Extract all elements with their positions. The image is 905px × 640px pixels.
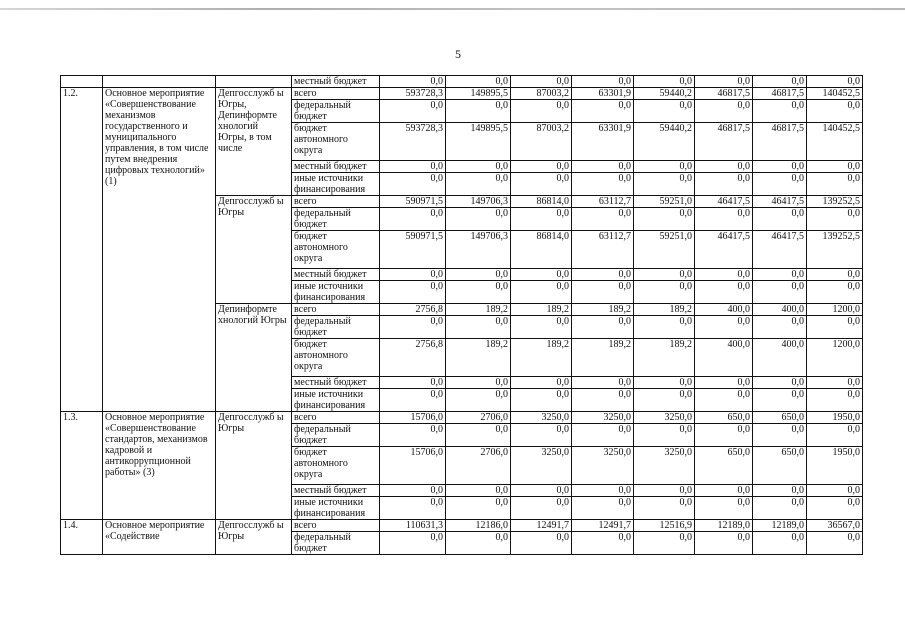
value-cell: 0,0 xyxy=(446,161,511,173)
value-cell: 0,0 xyxy=(380,424,446,447)
table-row xyxy=(61,412,863,424)
value-cell: 46417,5 xyxy=(695,196,753,208)
value-cell: 0,0 xyxy=(446,100,511,123)
value-cell: 400,0 xyxy=(695,339,753,377)
funding-source: всего xyxy=(292,520,380,532)
value-cell: 189,2 xyxy=(634,339,695,377)
value-cell: 0,0 xyxy=(807,316,863,339)
value-cell: 0,0 xyxy=(807,377,863,389)
funding-source: федеральный бюджет xyxy=(292,532,380,555)
value-cell: 0,0 xyxy=(572,377,634,389)
executor-cell xyxy=(216,76,292,88)
value-cell: 0,0 xyxy=(753,316,807,339)
value-cell: 0,0 xyxy=(446,316,511,339)
value-cell: 12186,0 xyxy=(446,520,511,532)
value-cell: 86814,0 xyxy=(511,196,572,208)
value-cell: 0,0 xyxy=(634,485,695,497)
value-cell: 3250,0 xyxy=(572,447,634,485)
value-cell: 0,0 xyxy=(753,377,807,389)
funding-source: иные источники финансирования xyxy=(292,389,380,412)
value-cell: 0,0 xyxy=(511,389,572,412)
value-cell: 650,0 xyxy=(753,412,807,424)
value-cell: 0,0 xyxy=(446,532,511,555)
value-cell: 0,0 xyxy=(753,532,807,555)
value-cell: 59251,0 xyxy=(634,196,695,208)
value-cell: 1950,0 xyxy=(807,412,863,424)
value-cell: 110631,3 xyxy=(380,520,446,532)
value-cell: 0,0 xyxy=(695,377,753,389)
funding-source: иные источники финансирования xyxy=(292,173,380,196)
value-cell: 0,0 xyxy=(807,100,863,123)
value-cell: 400,0 xyxy=(753,339,807,377)
value-cell: 0,0 xyxy=(634,208,695,231)
value-cell: 0,0 xyxy=(807,485,863,497)
value-cell: 149706,3 xyxy=(446,196,511,208)
value-cell: 2756,8 xyxy=(380,339,446,377)
value-cell: 0,0 xyxy=(634,76,695,88)
funding-source: бюджет автономного округа xyxy=(292,231,380,269)
value-cell: 3250,0 xyxy=(572,412,634,424)
value-cell: 0,0 xyxy=(634,389,695,412)
value-cell: 0,0 xyxy=(807,173,863,196)
value-cell: 3250,0 xyxy=(511,412,572,424)
value-cell: 0,0 xyxy=(753,485,807,497)
value-cell: 0,0 xyxy=(380,208,446,231)
value-cell: 0,0 xyxy=(753,100,807,123)
value-cell: 0,0 xyxy=(753,281,807,304)
value-cell: 59440,2 xyxy=(634,123,695,161)
value-cell: 189,2 xyxy=(511,339,572,377)
value-cell: 0,0 xyxy=(807,497,863,520)
value-cell: 0,0 xyxy=(572,161,634,173)
value-cell: 0,0 xyxy=(511,424,572,447)
value-cell: 0,0 xyxy=(572,269,634,281)
value-cell: 0,0 xyxy=(634,281,695,304)
value-cell: 0,0 xyxy=(511,208,572,231)
value-cell: 2706,0 xyxy=(446,447,511,485)
value-cell: 59251,0 xyxy=(634,231,695,269)
measure-name: Основное мероприятие «Совершенствование механизмов государственного и муниципального управления, в том числе путем внедрения цифровых технологий» (1) xyxy=(103,88,216,412)
value-cell: 0,0 xyxy=(511,316,572,339)
value-cell: 149895,5 xyxy=(446,88,511,100)
value-cell: 139252,5 xyxy=(807,196,863,208)
value-cell: 0,0 xyxy=(807,281,863,304)
table-row xyxy=(61,88,863,100)
value-cell: 46417,5 xyxy=(695,231,753,269)
value-cell: 0,0 xyxy=(695,497,753,520)
value-cell: 0,0 xyxy=(380,389,446,412)
value-cell: 593728,3 xyxy=(380,123,446,161)
funding-source: бюджет автономного округа xyxy=(292,123,380,161)
value-cell: 590971,5 xyxy=(380,231,446,269)
value-cell: 0,0 xyxy=(695,281,753,304)
measure-name: Основное мероприятие «Содействие xyxy=(103,520,216,555)
measure-name: Основное мероприятие «Совершенствование стандартов, механизмов кадровой и антикоррупционной работы» (3) xyxy=(103,412,216,520)
value-cell: 0,0 xyxy=(511,100,572,123)
value-cell: 1950,0 xyxy=(807,447,863,485)
value-cell: 0,0 xyxy=(695,208,753,231)
value-cell: 0,0 xyxy=(634,532,695,555)
executor: Депгосслужб ы Югры xyxy=(216,412,292,520)
value-cell: 0,0 xyxy=(446,76,511,88)
value-cell: 590971,5 xyxy=(380,196,446,208)
value-cell: 0,0 xyxy=(695,532,753,555)
value-cell: 0,0 xyxy=(446,269,511,281)
value-cell: 0,0 xyxy=(695,316,753,339)
value-cell: 149895,5 xyxy=(446,123,511,161)
value-cell: 650,0 xyxy=(753,447,807,485)
value-cell: 0,0 xyxy=(572,76,634,88)
value-cell: 0,0 xyxy=(572,173,634,196)
value-cell: 0,0 xyxy=(511,173,572,196)
value-cell: 0,0 xyxy=(572,316,634,339)
value-cell: 0,0 xyxy=(511,377,572,389)
value-cell: 189,2 xyxy=(634,304,695,316)
value-cell: 1200,0 xyxy=(807,339,863,377)
value-cell: 650,0 xyxy=(695,447,753,485)
value-cell: 0,0 xyxy=(511,161,572,173)
value-cell: 0,0 xyxy=(572,208,634,231)
value-cell: 0,0 xyxy=(446,281,511,304)
value-cell: 63112,7 xyxy=(572,231,634,269)
measure-number: 1.2. xyxy=(61,88,103,412)
value-cell: 0,0 xyxy=(634,161,695,173)
value-cell: 0,0 xyxy=(511,497,572,520)
value-cell: 0,0 xyxy=(807,532,863,555)
value-cell: 0,0 xyxy=(695,161,753,173)
value-cell: 0,0 xyxy=(511,532,572,555)
value-cell: 12189,0 xyxy=(753,520,807,532)
executor: Депинформте хнологий Югры xyxy=(216,304,292,412)
value-cell: 2706,0 xyxy=(446,412,511,424)
value-cell: 59440,2 xyxy=(634,88,695,100)
funding-source: иные источники финансирования xyxy=(292,281,380,304)
value-cell: 0,0 xyxy=(753,76,807,88)
funding-source: всего xyxy=(292,304,380,316)
value-cell: 0,0 xyxy=(753,389,807,412)
value-cell: 0,0 xyxy=(572,424,634,447)
value-cell: 149706,3 xyxy=(446,231,511,269)
value-cell: 189,2 xyxy=(511,304,572,316)
table-row xyxy=(61,520,863,532)
value-cell: 0,0 xyxy=(511,281,572,304)
value-cell: 0,0 xyxy=(807,208,863,231)
value-cell: 0,0 xyxy=(446,173,511,196)
value-cell: 0,0 xyxy=(380,76,446,88)
value-cell: 0,0 xyxy=(634,316,695,339)
funding-source: бюджет автономного округа xyxy=(292,447,380,485)
value-cell: 0,0 xyxy=(634,173,695,196)
measure-name-cell xyxy=(103,76,216,88)
value-cell: 0,0 xyxy=(380,377,446,389)
value-cell: 0,0 xyxy=(807,269,863,281)
value-cell: 0,0 xyxy=(380,485,446,497)
value-cell: 0,0 xyxy=(695,424,753,447)
value-cell: 0,0 xyxy=(446,208,511,231)
value-cell: 15706,0 xyxy=(380,412,446,424)
value-cell: 0,0 xyxy=(753,269,807,281)
funding-source: всего xyxy=(292,196,380,208)
value-cell: 0,0 xyxy=(511,269,572,281)
executor: Депгосслужб ы Югры xyxy=(216,196,292,304)
value-cell: 0,0 xyxy=(807,161,863,173)
value-cell: 0,0 xyxy=(753,161,807,173)
value-cell: 140452,5 xyxy=(807,88,863,100)
value-cell: 0,0 xyxy=(572,532,634,555)
value-cell: 0,0 xyxy=(695,100,753,123)
funding-source: иные источники финансирования xyxy=(292,497,380,520)
value-cell: 46817,5 xyxy=(695,88,753,100)
value-cell: 0,0 xyxy=(446,497,511,520)
value-cell: 0,0 xyxy=(380,161,446,173)
value-cell: 189,2 xyxy=(446,339,511,377)
value-cell: 0,0 xyxy=(695,389,753,412)
value-cell: 189,2 xyxy=(572,304,634,316)
value-cell: 63301,9 xyxy=(572,123,634,161)
value-cell: 0,0 xyxy=(807,76,863,88)
value-cell: 1200,0 xyxy=(807,304,863,316)
value-cell: 0,0 xyxy=(380,269,446,281)
funding-source: местный бюджет xyxy=(292,161,380,173)
value-cell: 189,2 xyxy=(572,339,634,377)
value-cell: 46817,5 xyxy=(695,123,753,161)
value-cell: 140452,5 xyxy=(807,123,863,161)
value-cell: 46417,5 xyxy=(753,196,807,208)
value-cell: 36567,0 xyxy=(807,520,863,532)
funding-source: федеральный бюджет xyxy=(292,100,380,123)
value-cell: 0,0 xyxy=(380,100,446,123)
value-cell: 0,0 xyxy=(634,100,695,123)
value-cell: 3250,0 xyxy=(634,447,695,485)
value-cell: 650,0 xyxy=(695,412,753,424)
table-row xyxy=(61,76,863,88)
value-cell: 0,0 xyxy=(753,173,807,196)
value-cell: 0,0 xyxy=(446,377,511,389)
measure-number: 1.3. xyxy=(61,412,103,520)
value-cell: 63112,7 xyxy=(572,196,634,208)
value-cell: 0,0 xyxy=(634,269,695,281)
value-cell: 63301,9 xyxy=(572,88,634,100)
value-cell: 0,0 xyxy=(380,532,446,555)
funding-source: местный бюджет xyxy=(292,377,380,389)
value-cell: 87003,2 xyxy=(511,123,572,161)
value-cell: 0,0 xyxy=(446,485,511,497)
value-cell: 0,0 xyxy=(634,497,695,520)
value-cell: 12189,0 xyxy=(695,520,753,532)
value-cell: 46817,5 xyxy=(753,88,807,100)
scan-edge-line xyxy=(0,8,905,10)
value-cell: 15706,0 xyxy=(380,447,446,485)
value-cell: 0,0 xyxy=(572,485,634,497)
value-cell: 0,0 xyxy=(695,485,753,497)
value-cell: 0,0 xyxy=(695,173,753,196)
value-cell: 0,0 xyxy=(634,377,695,389)
value-cell: 0,0 xyxy=(572,497,634,520)
value-cell: 139252,5 xyxy=(807,231,863,269)
value-cell: 0,0 xyxy=(572,281,634,304)
value-cell: 400,0 xyxy=(753,304,807,316)
value-cell: 0,0 xyxy=(446,389,511,412)
funding-source: федеральный бюджет xyxy=(292,424,380,447)
value-cell: 87003,2 xyxy=(511,88,572,100)
funding-source: бюджет автономного округа xyxy=(292,339,380,377)
value-cell: 46817,5 xyxy=(753,123,807,161)
value-cell: 0,0 xyxy=(380,316,446,339)
value-cell: 0,0 xyxy=(807,424,863,447)
value-cell: 0,0 xyxy=(446,424,511,447)
value-cell: 189,2 xyxy=(446,304,511,316)
page-number: 5 xyxy=(455,47,461,61)
executor: Депгосслужб ы Югры xyxy=(216,520,292,555)
value-cell: 0,0 xyxy=(634,424,695,447)
value-cell: 0,0 xyxy=(572,100,634,123)
value-cell: 0,0 xyxy=(380,497,446,520)
value-cell: 3250,0 xyxy=(634,412,695,424)
value-cell: 0,0 xyxy=(753,208,807,231)
value-cell: 86814,0 xyxy=(511,231,572,269)
value-cell: 12491,7 xyxy=(511,520,572,532)
value-cell: 12491,7 xyxy=(572,520,634,532)
value-cell: 0,0 xyxy=(380,281,446,304)
value-cell: 0,0 xyxy=(511,485,572,497)
value-cell: 0,0 xyxy=(753,497,807,520)
executor: Депгосслужб ы Югры, Депинформте хнологий Югры, в том числе xyxy=(216,88,292,196)
value-cell: 3250,0 xyxy=(511,447,572,485)
value-cell: 0,0 xyxy=(695,269,753,281)
funding-source: всего xyxy=(292,88,380,100)
funding-source: всего xyxy=(292,412,380,424)
value-cell: 0,0 xyxy=(572,389,634,412)
funding-source: местный бюджет xyxy=(292,485,380,497)
funding-source: федеральный бюджет xyxy=(292,316,380,339)
value-cell: 12516,9 xyxy=(634,520,695,532)
value-cell: 46417,5 xyxy=(753,231,807,269)
funding-source: федеральный бюджет xyxy=(292,208,380,231)
budget-table xyxy=(60,75,863,555)
value-cell: 0,0 xyxy=(807,389,863,412)
measure-number: 1.4. xyxy=(61,520,103,555)
value-cell: 0,0 xyxy=(380,173,446,196)
value-cell: 2756,8 xyxy=(380,304,446,316)
value-cell: 0,0 xyxy=(753,424,807,447)
source-cell: местный бюджет xyxy=(292,76,380,88)
value-cell: 0,0 xyxy=(511,76,572,88)
number-cell xyxy=(61,76,103,88)
value-cell: 0,0 xyxy=(695,76,753,88)
value-cell: 593728,3 xyxy=(380,88,446,100)
value-cell: 400,0 xyxy=(695,304,753,316)
funding-source: местный бюджет xyxy=(292,269,380,281)
